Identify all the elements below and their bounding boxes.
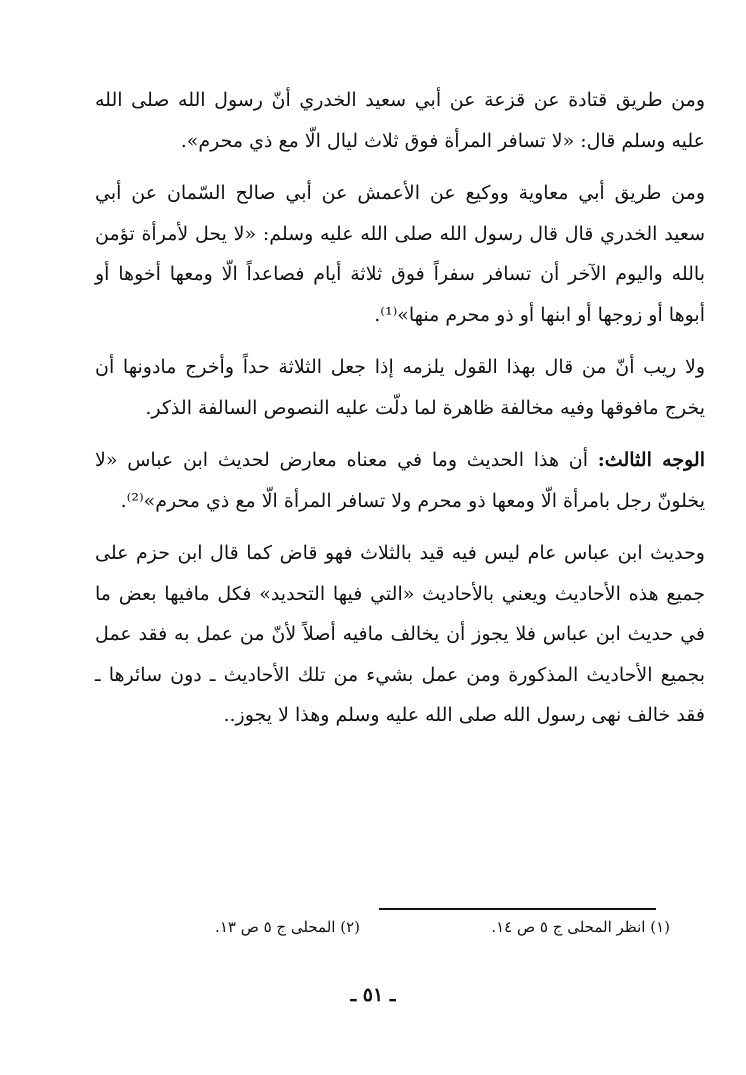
footnote-2: (٢) المحلى ج ٥ ص ١٣.: [215, 918, 360, 936]
paragraph-1-text: ومن طريق قتادة عن قزعة عن أبي سعيد الخدري أنّ رسول الله صلى الله عليه وسلم قال: «لا تسافر المرأة فوق ثلاث ليال الّا مع ذي محرم».: [95, 89, 705, 152]
paragraph-2-text: ومن طريق أبي معاوية ووكيع عن الأعمش عن أبي صالح السّمان عن أبي سعيد الخدري قال قال رسول الله صلى الله عليه وسلم: «لا يحل لأمرأة تؤمن بالله واليوم الآخر أن تسافر سفراً فوق ثلاثة أيام فصاعداً الّا ومعها أخوها أو أبوها أو زوجها أو ابنها أو ذو محرم منها»⁽¹⁾.: [95, 182, 705, 326]
footnotes: [150, 918, 670, 948]
paragraph-1: [95, 80, 705, 161]
footnote-1: (١) انظر المحلى ج ٥ ص ١٤.: [491, 918, 670, 936]
paragraph-5-text: وحديث ابن عباس عام ليس فيه قيد بالثلاث فهو قاض كما قال ابن حزم على جميع هذه الأحاديث ويعني بالأحاديث «التي فيها التحديد» فكل مافيها بعض ما في حديث ابن عباس فلا يجوز أن يخالف مافيه أصلاً لأنّ من عمل به فقد عمل بجميع الأحاديث المذكورة ومن عمل بشيء من تلك الأحاديث ـ دون سائرها ـ فقد خالف نهى رسول الله صلى الله عليه وسلم وهذا لا يجوز..: [95, 542, 705, 726]
page-number: ـ ٥١ ـ: [350, 984, 396, 1006]
paragraph-4-text: أن هذا الحديث وما في معناه معارض لحديث ابن عباس «لا يخلونّ رجل بامرأة الّا ومعها ذو محرم ولا تسافر المرأة الّا مع ذي محرم»⁽²⁾.: [95, 449, 705, 512]
main-text: [95, 80, 705, 748]
paragraph-3-text: ولا ريب أنّ من قال بهذا القول يلزمه إذا جعل الثلاثة حداً وأخرج مادونها أن يخرج مافوقها وفيه مخالفة ظاهرة لما دلّت عليه النصوص السالفة الذكر.: [95, 356, 705, 419]
footnote-divider: [379, 908, 656, 910]
paragraph-4-heading: الوجه الثالث:: [597, 449, 705, 471]
paragraph-5: [95, 533, 705, 736]
paragraph-2: [95, 173, 705, 335]
paragraph-4: [95, 440, 705, 521]
paragraph-3: [95, 347, 705, 428]
